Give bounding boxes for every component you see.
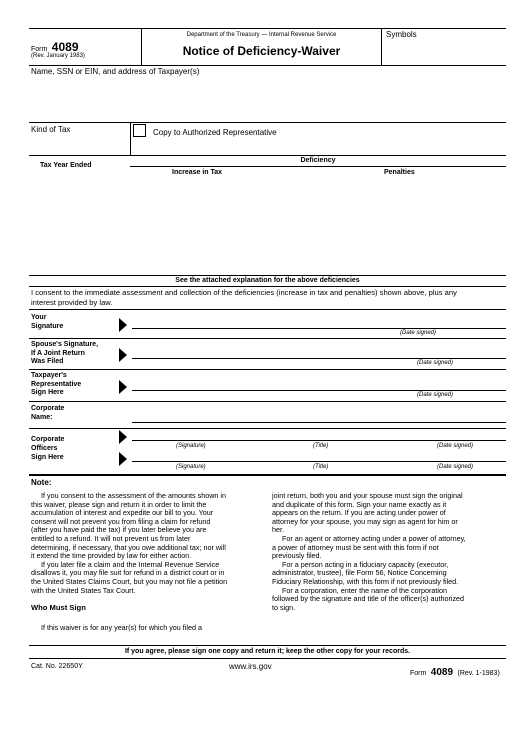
officer-signature-line-1[interactable] [132,440,506,441]
form-number: Form 4089 [31,40,79,54]
copy-to-representative-label: Copy to Authorized Representative [153,128,277,137]
symbols-label: Symbols [386,30,417,39]
signature-caption: (Signature) [176,443,206,449]
your-signature-line[interactable] [132,328,506,329]
department-label: Department of the Treasury — Internal Revenue Service [186,32,337,38]
note-left-column: If you consent to the assessment of the amounts shown in this waiver, please sign and return it in order to limit the accumulation of interest and expedite our bill to you. Your consent will not prevent you from filing a claim for refund (after you have paid the tax) if you later believe you are entitled to a refund. It will not prevent us from later determining, if necessary, that you owe additional tax; nor will it extend the time provided by law for either action. If you later file a claim and the Internal Revenue Service disallows it, you may file suit for refund in a district court or in the United States Claims Court, but you may not file a petition with the United States Tax Court. Who Must Sign If this waiver is for any year(s) for which you filed a [31,492,267,632]
corporate-name-line[interactable] [132,422,506,423]
representative-signature-line[interactable] [132,390,506,391]
deficiency-label: Deficiency [300,157,336,164]
sign-arrow-icon [119,430,127,444]
footer-form-number: Form 4089 (Rev. 1-1983) [410,667,500,678]
title-caption: (Title) [313,464,329,470]
kind-of-tax-label: Kind of Tax [31,125,71,134]
title-caption: (Title) [313,443,329,449]
taxpayer-name-label: Name, SSN or EIN, and address of Taxpayer(s) [31,67,200,76]
note-heading: Note: [31,478,52,487]
your-signature-label: Your Signature [31,314,64,330]
sign-arrow-icon [119,452,127,466]
who-must-sign-heading: Who Must Sign [31,603,86,613]
corporate-officers-label: Corporate Officers Sign Here [31,436,65,461]
deficiency-entry-area[interactable] [29,178,506,275]
date-signed-caption: (Date signed) [400,330,437,336]
increase-in-tax-label: Increase in Tax [172,169,223,176]
explanation-note: See the attached explanation for the above deficiencies [175,277,360,284]
footer-instruction: If you agree, please sign one copy and return it; keep the other copy for your records. [124,648,411,655]
copy-to-representative-checkbox[interactable] [133,124,146,137]
sign-arrow-icon [119,348,127,362]
form-revision: (Rev. January 1983) [31,53,85,59]
officer-signature-line-2[interactable] [132,461,506,462]
spouse-signature-line[interactable] [132,358,506,359]
signature-caption: (Signature) [176,464,206,470]
date-signed-caption: (Date signed) [437,464,474,470]
date-signed-caption: (Date signed) [417,360,454,366]
form-title: Notice of Deficiency-Waiver [182,44,341,58]
representative-signature-label: Taxpayer's Representative Sign Here [31,372,82,396]
date-signed-caption: (Date signed) [417,392,454,398]
sign-arrow-icon [119,318,127,332]
irs-url: www.irs.gov [229,662,272,671]
corporate-name-label: Corporate Name: [31,405,65,421]
penalties-label: Penalties [384,169,415,176]
date-signed-caption: (Date signed) [437,443,474,449]
sign-arrow-icon [119,380,127,394]
catalog-number: Cat. No. 22650Y [31,663,83,670]
spouse-signature-label: Spouse's Signature, If A Joint Return Was Filed [31,341,99,365]
note-right-column: joint return, both you and your spouse must sign the original and duplicate of this form. Sign your name exactly as it appears on the return. If you are acting under power of attorney for your spouse, you may sign as agent for him or her. For an agent or attorney acting under a power of attorney, a power of attorney must be sent with this form if not previously filed. For a person acting in a fiduciary capacity (executor, administrator, trustee), file Form 56, Notice Concerning Fiduciary Relationship, with this form if not previously filed. For a corporation, enter the name of the corporation followed by the signature and title of the officer(s) authorized to sign. [272,491,466,612]
taxpayer-name-field[interactable] [29,78,506,122]
tax-year-ended-label: Tax Year Ended [40,162,92,169]
consent-statement: I consent to the immediate assessment and collection of the deficiencies (increase in tax and penalties) shown above, plus any interest provided by law. [31,288,457,307]
